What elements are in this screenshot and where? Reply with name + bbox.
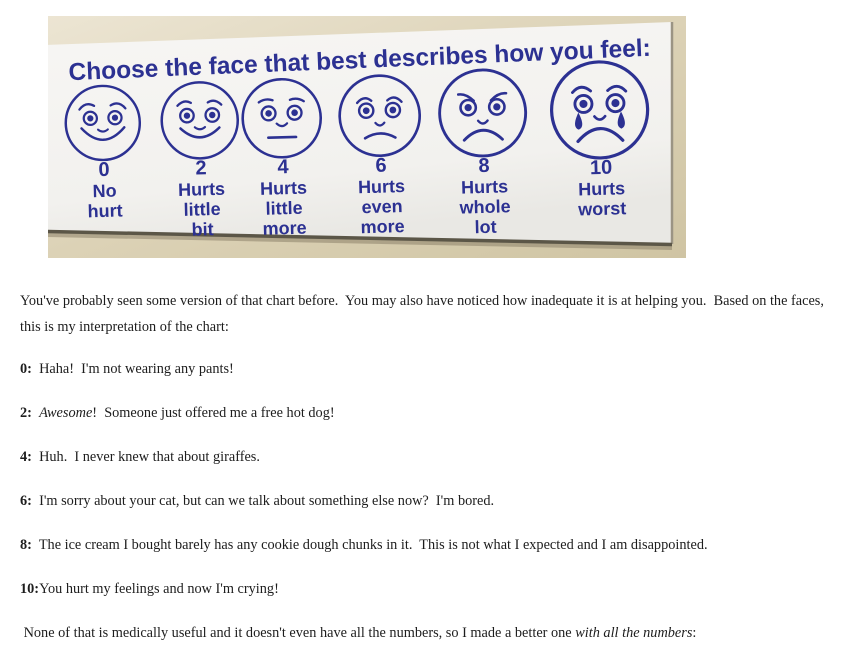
interpretation-list xyxy=(20,356,846,602)
scale-item-label: 6: xyxy=(20,493,32,509)
face-number: 4 xyxy=(277,156,289,179)
scale-item-label: 2: xyxy=(20,405,32,421)
outro-paragraph: None of that is medically useful and it doesn't even have all the numbers, so I made a better one with all the numbers: xyxy=(20,625,697,641)
article-body xyxy=(20,288,846,664)
scale-item-0: 0: Haha! I'm not wearing any pants! xyxy=(20,361,234,377)
mouth xyxy=(268,137,296,138)
scale-item-label: 8: xyxy=(20,537,32,553)
scale-item-label: 0: xyxy=(20,361,32,377)
face-number: 2 xyxy=(195,157,207,180)
face-label-line: Hurts xyxy=(177,178,226,200)
face-label-line: even xyxy=(361,196,403,218)
face-label-line: Hurts xyxy=(460,176,509,198)
scale-item-10: 10:You hurt my feelings and now I'm crying! xyxy=(20,581,279,597)
face-label-line: bit xyxy=(191,219,214,240)
face-number: 8 xyxy=(478,154,490,178)
face-label-line: little xyxy=(265,197,303,219)
pain-scale-photo-canvas xyxy=(48,16,686,258)
face-label-line: lot xyxy=(474,216,497,238)
face-label-line: little xyxy=(183,198,221,220)
scale-item-8: 8: The ice cream I bought barely has any cookie dough chunks in it. This is not what I expected and I am disappointed. xyxy=(20,537,708,553)
face-label-line: No xyxy=(92,180,117,202)
face-label-line: Hurts xyxy=(577,178,626,200)
scale-item-label: 4: xyxy=(20,449,32,465)
face-label-line: more xyxy=(360,216,405,238)
pain-chart-photo xyxy=(48,16,686,258)
intro-paragraph: You've probably seen some version of that chart before. You may also have noticed how inadequate it is at helping you. Based on the faces, this is my interpretation of the chart: xyxy=(20,293,828,335)
scale-item-4: 4: Huh. I never knew that about giraffes. xyxy=(20,449,260,465)
scale-item-6: 6: I'm sorry about your cat, but can we talk about something else now? I'm bored. xyxy=(20,493,495,509)
sign-title: Choose the face that best describes how you feel: xyxy=(68,34,652,87)
scale-item-2: 2: Awesome! Someone just offered me a free hot dog! xyxy=(20,405,335,421)
face-label-line: hurt xyxy=(87,200,123,222)
face-label-line: whole xyxy=(459,196,511,218)
face-number: 6 xyxy=(375,154,387,177)
face-label-line: Hurts xyxy=(259,177,308,199)
face-label-line: worst xyxy=(577,198,627,220)
scale-item-label: 10: xyxy=(20,581,40,597)
face-number: 10 xyxy=(589,156,613,180)
face-label-line: more xyxy=(262,217,307,239)
face-label-line: Hurts xyxy=(357,176,406,198)
face-number: 0 xyxy=(98,158,110,182)
